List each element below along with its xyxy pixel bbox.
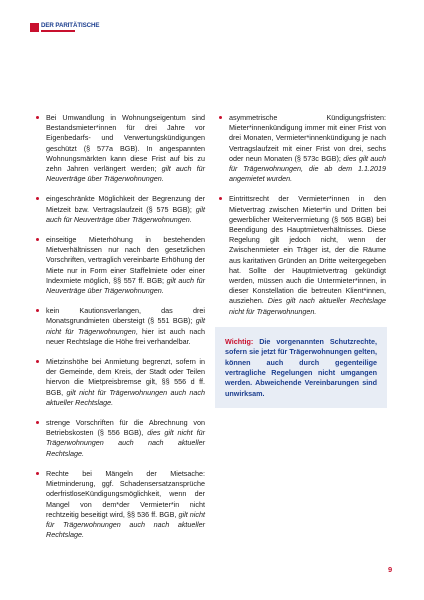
- bullet-icon: [219, 197, 222, 200]
- list-item: [36, 469, 205, 540]
- list-item-text: Bei Umwandlung in Wohnungseigentum sind Bestandsmieter*innen für drei Jahre vor Eigenbedarfs- und Verwertungskündigungen geschützt (§ 577a BGB). In angespannten Wohnungsmärkten kann diese Frist auf bis zu zehn Jahren verlängert werden; gilt auch für Neuverträge über Trägerwohnungen.: [46, 113, 205, 184]
- list-item-text: asymmetrische Kündigungsfristen: Mieter*innenkündigung immer mit einer Frist von drei Monaten, Vermieter*innenkündigung je nach Vertragslaufzeit mit einer Frist von drei, sechs oder neun Monaten (§ 573c BGB); dies gilt auch für Trägerwohnungen, die ab dem 1.1.2019 angemietet wurden.: [229, 113, 387, 184]
- logo-underline: [41, 30, 75, 32]
- list-item-text: Eintrittsrecht der Vermieter*innen in den Mietvertrag zwischen Mieter*in und Dritten bei gewerblicher Weitervermietung (§ 565 BGB) bei Beendigung des Hauptmietverhältnisses. Diese Regelung gilt jedoch nicht, wenn der Zwischenmieter ein Träger ist, der die Räume aus karitativen Gründen an Dritte weitergegeben hat. Sollte der Hauptmietvertrag gekündigt werden, müssen auch die Untermieter*innen, in dieser Konstellation die betreuten Klient*innen, ausziehen. Dies gilt nach aktueller Rechtslage nicht für Trägerwohnungen.: [229, 194, 386, 316]
- list-item: [36, 418, 205, 459]
- paritaetische-logo: [30, 22, 100, 35]
- bullet-icon: [36, 421, 39, 424]
- list-item-text: kein Kautionsverlangen, das drei Monatsgrundmieten übersteigt (§ 551 BGB); gilt nicht für Trägerwohnungen, hier ist auch nach neuer Rechtslage die Höhe frei verhandelbar.: [46, 306, 205, 346]
- list-item: [36, 113, 205, 184]
- bullet-icon: [36, 309, 39, 312]
- right-column: [219, 113, 386, 408]
- list-item: [36, 194, 205, 225]
- list-item-text: einseitige Mieterhöhung in bestehenden Mietverhältnissen nur nach den gesetzlichen Vorschriften, vertraglich vereinbarte Erhöhung der Miete nur in Form einer Staffelmiete oder einer Indexmiete möglich, §§ 557 ff. BGB; gilt auch für Neuverträge über Trägerwohnungen.: [46, 235, 205, 296]
- list-item: [36, 357, 205, 408]
- list-item-text: strenge Vorschriften für die Abrechnung von Betriebskosten (§ 556 BGB), dies gilt nicht für Trägerwohnungen auch nach aktueller Rechtslage.: [46, 418, 206, 458]
- list-item: [36, 306, 205, 347]
- bullet-icon: [36, 116, 39, 119]
- page-number: 9: [388, 565, 393, 574]
- left-column: [36, 113, 205, 550]
- list-item: [36, 235, 205, 296]
- bullet-icon: [36, 360, 39, 363]
- list-item-text: eingeschränkte Möglichkeit der Begrenzung der Mietzeit bzw. Vertragslaufzeit (§ 575 BGB); gilt auch für Neuverträge über Trägerwohnungen.: [46, 194, 205, 224]
- bullet-icon: [36, 472, 39, 475]
- note-label: Wichtig:: [225, 336, 254, 346]
- logo-mark-icon: [30, 23, 39, 32]
- logo-text: DER PARITÄTISCHE: [41, 22, 100, 29]
- bullet-icon: [36, 197, 39, 200]
- bullet-icon: [219, 116, 222, 119]
- list-item: [219, 194, 386, 316]
- list-item-text: Mietzinshöhe bei Anmietung begrenzt, sofern in der Gemeinde, dem Kreis, der Stadt oder Teilen hiervon die Mietpreisbremse gilt, §§ 556 d ff. BGB, gilt nicht für Trägerwohnungen auch nach aktueller Rechtslage.: [46, 357, 205, 407]
- bullet-icon: [36, 238, 39, 241]
- list-item-text: Rechte bei Mängeln der Mietsache: Mietminderung, ggf. Schadensersatzansprüche oderfristloseKündigungsmöglichkeit, wenn der Mangel von dem*der Vermieter*in nicht rechtzeitig beseitigt wird, §§ 536 ff. BGB, gilt nicht für Trägerwohnungen auch nach aktueller Rechtslage.: [46, 468, 205, 540]
- list-item: [219, 113, 386, 184]
- note-text: Die vorgenannten Schutzrechte, sofern sie jetzt für Trägerwohnungen gelten, können auch durch gegenteilige vertragliche Regelungen nicht umgangen werden. Abweichende Vereinbarungen sind unwirksam.: [225, 336, 377, 398]
- important-note-box: [215, 327, 387, 408]
